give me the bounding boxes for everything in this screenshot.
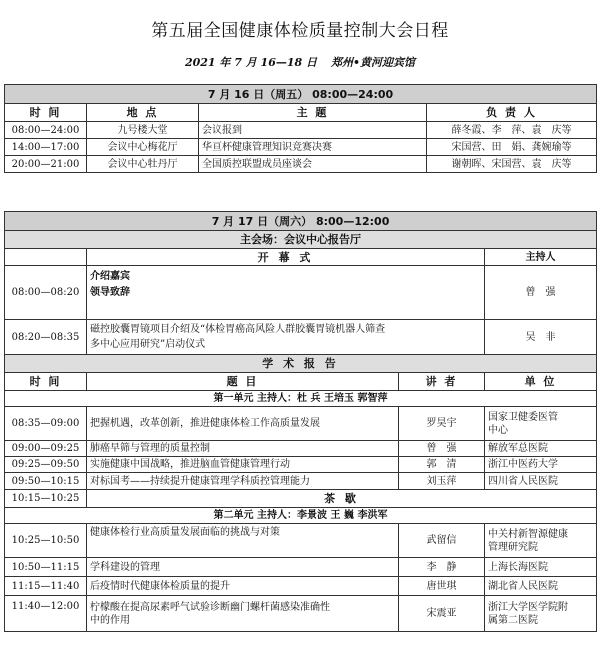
row-time: 10:50—11:15 (5, 558, 87, 577)
col-header-place: 地 点 (87, 104, 199, 122)
row-host: 曾 强 (485, 266, 597, 320)
venue-header: 主会场：会议中心报告厅 (5, 231, 597, 249)
row-speaker: 罗昊宇 (399, 407, 485, 441)
row-place: 九号楼大堂 (87, 122, 199, 139)
row-speaker: 唐世琪 (399, 577, 485, 596)
row-topic: 华亘杯健康管理知识竞赛决赛 (199, 139, 427, 156)
row-owner: 宋国营、田 娟、龚婉瑜等 (427, 139, 597, 156)
row-speaker: 武留信 (399, 524, 485, 558)
page-title: 第五届全国健康体检质量控制大会日程 (151, 21, 449, 41)
unit-line: 管理研究院 (488, 541, 538, 553)
row-place: 会议中心梅花厅 (87, 139, 199, 156)
col-header-topic: 题 目 (87, 373, 399, 391)
unit-line: 中心 (488, 424, 508, 436)
row-host: 吴 非 (485, 320, 597, 355)
row-topic: 会议报到 (199, 122, 427, 139)
row-time: 10:15—10:25 (5, 490, 87, 508)
table-row (5, 320, 597, 355)
content-line: 磁控胶囊胃镜项目介绍及“体检胃癌高风险人群胶囊胃镜机器人筛查 (90, 324, 386, 335)
schedule-table-day1 (4, 84, 597, 173)
col-header-speaker: 讲 者 (399, 373, 485, 391)
row-unit (485, 596, 597, 632)
row-content (87, 320, 485, 355)
row-time: 08:00—24:00 (5, 122, 87, 139)
table-row (5, 524, 597, 558)
subtitle-place: 郑州•黄河迎宾馆 (331, 56, 416, 69)
unit-line: 中关村新智源健康 (488, 528, 568, 540)
row-owner: 谢朝晖、宋国营、袁 庆等 (427, 156, 597, 173)
row-unit (485, 524, 597, 558)
row-topic: 健康体检行业高质量发展面临的挑战与对策 (87, 524, 399, 558)
row-topic: 后疫情时代健康体检质量的提升 (87, 577, 399, 596)
row-speaker: 宋震亚 (399, 596, 485, 632)
table-row (5, 577, 597, 596)
topic-line: 中的作用 (90, 614, 130, 626)
row-topic: 对标国考——持续提升健康管理学科质控管理能力 (87, 473, 399, 490)
row-time: 09:50—10:15 (5, 473, 87, 490)
table-row (5, 457, 597, 473)
row-speaker: 曾 强 (399, 441, 485, 457)
content-line: 多中心应用研究”启动仪式 (90, 339, 206, 350)
unit-line: 浙江大学医学院附 (488, 601, 568, 613)
row-unit: 上海长海医院 (485, 558, 597, 577)
break-label: 茶 歇 (87, 490, 597, 508)
row-speaker: 李 静 (399, 558, 485, 577)
row-topic (87, 596, 399, 632)
row-owner: 薛冬霞、李 萍、袁 庆等 (427, 122, 597, 139)
day2-header: 7 月 17 日（周六） 8:00—12:00 (5, 212, 597, 231)
table-row (5, 441, 597, 457)
row-unit: 四川省人民医院 (485, 473, 597, 490)
table-row (5, 473, 597, 490)
row-place: 会议中心牡丹厅 (87, 156, 199, 173)
table-row (5, 407, 597, 441)
subtitle-dates: 2021 年 7 月 16—18 日 (184, 56, 317, 69)
row-time: 08:20—08:35 (5, 320, 87, 355)
table-row (5, 596, 597, 632)
row-topic: 全国质控联盟成员座谈会 (199, 156, 427, 173)
content-line: 介绍嘉宾 (90, 271, 130, 282)
col-header-owner: 负 责 人 (427, 104, 597, 122)
unit2-header: 第二单元 主持人：李景波 王 巍 李洪军 (5, 508, 597, 524)
col-header-time: 时 间 (5, 373, 87, 391)
col-header-unit: 单 位 (485, 373, 597, 391)
table-row (5, 266, 597, 320)
col-header-topic: 主 题 (199, 104, 427, 122)
row-unit: 湖北省人民医院 (485, 577, 597, 596)
unit-line: 国家卫健委医管 (488, 411, 558, 423)
row-time: 14:00—17:00 (5, 139, 87, 156)
row-topic: 肺癌早筛与管理的质量控制 (87, 441, 399, 457)
table-row (5, 139, 597, 156)
row-unit (485, 407, 597, 441)
row-time: 08:35—09:00 (5, 407, 87, 441)
unit-line: 属第二医院 (488, 614, 538, 626)
row-topic: 学科建设的管理 (87, 558, 399, 577)
topic-line: 柠檬酸在提高尿素呼气试验诊断幽门螺杆菌感染准确性 (90, 601, 330, 613)
row-time: 11:40—12:00 (5, 596, 87, 632)
row-unit: 浙江中医药大学 (485, 457, 597, 473)
row-time: 10:25—10:50 (5, 524, 87, 558)
row-time: 20:00—21:00 (5, 156, 87, 173)
day1-header: 7 月 16 日（周五） 08:00—24:00 (5, 85, 597, 104)
row-time: 09:25—09:50 (5, 457, 87, 473)
unit1-header: 第一单元 主持人：杜 兵 王培玉 郭智萍 (5, 391, 597, 407)
host-label: 主持人 (485, 249, 597, 266)
row-time: 11:15—11:40 (5, 577, 87, 596)
row-topic: 把握机遇，改革创新，推进健康体检工作高质量发展 (87, 407, 399, 441)
row-time: 09:00—09:25 (5, 441, 87, 457)
table-row (5, 156, 597, 173)
table-row (5, 558, 597, 577)
row-speaker: 刘玉萍 (399, 473, 485, 490)
row-speaker: 郭 清 (399, 457, 485, 473)
schedule-table-day2 (4, 211, 597, 632)
content-line: 领导致辞 (90, 287, 130, 298)
row-content (87, 266, 485, 320)
academic-title: 学 术 报 告 (5, 355, 597, 373)
col-header-time: 时 间 (5, 104, 87, 122)
opening-title: 开 幕 式 (87, 249, 485, 266)
row-unit: 解放军总医院 (485, 441, 597, 457)
row-time: 08:00—08:20 (5, 266, 87, 320)
break-row (5, 490, 597, 508)
row-topic: 实施健康中国战略，推进脑血管健康管理行动 (87, 457, 399, 473)
table-row (5, 122, 597, 139)
subtitle (0, 54, 600, 70)
